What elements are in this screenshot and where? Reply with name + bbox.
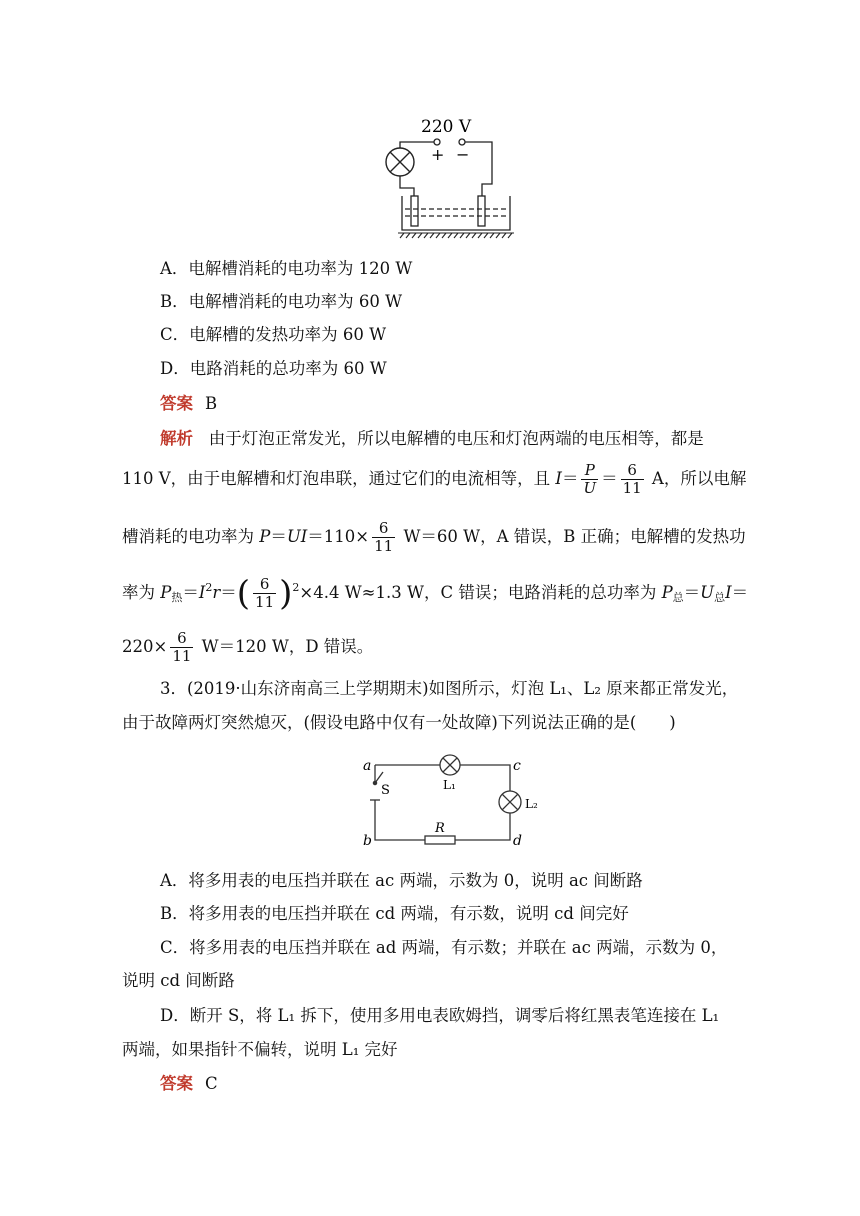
analysis-line-2: 110 V，由于电解槽和灯泡串联，通过它们的电流相等，且 I＝ $\frac{P}{U}$ ＝ $\frac{6}{11}$ A，所以电解 xyxy=(122,461,747,497)
q2-option-b: B．电解槽消耗的电功率为 60 W xyxy=(160,292,403,311)
lamp-l2-icon xyxy=(499,791,521,813)
analysis-text-1: 由于灯泡正常发光，所以电解槽的电压和灯泡两端的电压相等，都是 xyxy=(208,429,704,448)
fraction-6-11: $\frac{6}{11}$ xyxy=(374,519,394,555)
q3-stem-line-1: 3．(2019·山东济南高三上学期期末)如图所示，灯泡 L₁、L₂ 原来都正常发光， xyxy=(160,679,739,698)
q3-option-d-line-2: 两端，如果指针不偏转，说明 L₁ 完好 xyxy=(122,1040,398,1059)
switch-label: S xyxy=(381,783,390,798)
q3-stem-line-2: 由于故障两灯突然熄灭，(假设电路中仅有一处故障)下列说法正确的是( ) xyxy=(122,713,676,732)
fraction-p-over-u: $\frac{P}{U}$ xyxy=(583,461,597,497)
analysis-line-5: 220× $\frac{6}{11}$ W＝120 W，D 错误。 xyxy=(122,629,374,665)
fraction-6-11: $\frac{6}{11}$ xyxy=(255,575,275,611)
q3-option-a: A．将多用表的电压挡并联在 ac 两端，示数为 0，说明 ac 间断路 xyxy=(160,871,643,890)
plus-sign: + xyxy=(431,145,445,164)
resistor-icon xyxy=(425,836,455,844)
answer-label: 答案 xyxy=(160,394,193,413)
lamp-l1-icon xyxy=(440,755,460,775)
answer-value: B xyxy=(205,394,218,413)
node-b: b xyxy=(363,833,372,849)
node-c: c xyxy=(513,758,521,774)
fraction-6-11: $\frac{6}{11}$ xyxy=(172,629,192,665)
q2-option-c: C．电解槽的发热功率为 60 W xyxy=(160,325,387,344)
lamp-l1-label: L₁ xyxy=(443,778,456,792)
analysis-label: 解析 xyxy=(160,429,193,448)
q2-option-a: A．电解槽消耗的电功率为 120 W xyxy=(160,259,413,278)
node-d: d xyxy=(513,833,522,849)
q2-option-d: D．电路消耗的总功率为 60 W xyxy=(160,359,387,378)
q3-option-c-line-1: C．将多用表的电压挡并联在 ad 两端，有示数；并联在 ac 两端，示数为 0， xyxy=(160,938,728,957)
lamp-l2-label: L₂ xyxy=(525,797,538,811)
answer-value: C xyxy=(205,1074,218,1093)
node-a: a xyxy=(363,758,372,774)
q3-option-d-line-1: D．断开 S，将 L₁ 拆下，使用多用电表欧姆挡，调零后将红黑表笔连接在 L₁ xyxy=(160,1006,720,1025)
q3-option-b: B．将多用表的电压挡并联在 cd 两端，有示数，说明 cd 间完好 xyxy=(160,904,629,923)
fraction-6-11: $\frac{6}{11}$ xyxy=(622,461,642,497)
voltage-label: 220 V xyxy=(421,117,472,137)
answer-label: 答案 xyxy=(160,1074,193,1093)
q3-option-c-line-2: 说明 cd 间断路 xyxy=(122,971,235,990)
analysis-line-4: 率为 $P_热=I^2r=$( $\frac{6}{11}$ )$^2$×4.4 W≈1.3 W，C 错误；电路消耗的总功率为 $P_总=U_总I=$ xyxy=(122,573,749,614)
q3-answer xyxy=(160,1073,218,1095)
analysis-line-3: 槽消耗的电功率为 P＝UI＝110× $\frac{6}{11}$ W＝60 W，A 错误，B 正确；电解槽的发热功 xyxy=(122,519,746,555)
minus-sign: − xyxy=(456,145,470,164)
resistor-label: R xyxy=(435,821,445,836)
